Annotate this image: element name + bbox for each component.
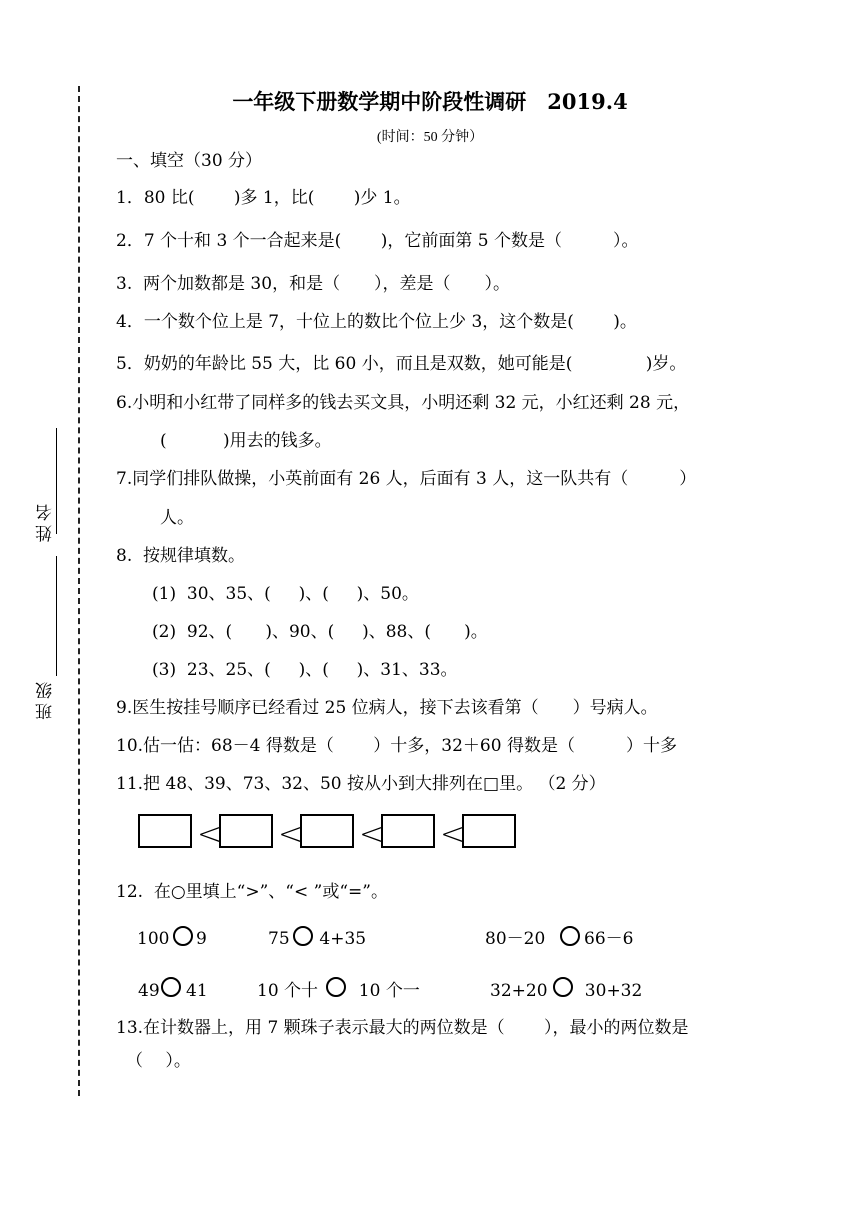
compare-4-left: 49: [138, 981, 160, 1001]
compare-circle-5[interactable]: [326, 977, 346, 997]
question-7-line-1: 7.同学们排队做操，小英前面有 26 人，后面有 3 人，这一队共有（ ）: [116, 469, 697, 489]
less-than-sign: <: [359, 817, 385, 852]
exam-title: 一年级下册数学期中阶段性调研 2019.4: [232, 89, 628, 114]
question-2: 2．7 个十和 3 个一合起来是( )，它前面第 5 个数是（ ）。: [116, 231, 639, 251]
compare-circle-3[interactable]: [560, 926, 580, 946]
question-11: 11.把 48、39、73、32、50 按从小到大排列在□里。 （2 分）: [116, 774, 606, 794]
compare-3-left: 80－20: [485, 929, 551, 949]
compare-3-right: 66－6: [584, 929, 634, 949]
question-4: 4．一个数个位上是 7，十位上的数比个位上少 3，这个数是( )。: [116, 312, 637, 332]
question-7-line-2: 人。: [160, 508, 194, 528]
less-than-sign: <: [197, 817, 223, 852]
answer-box-2[interactable]: [219, 814, 273, 848]
question-8: 8. 按规律填数。: [116, 546, 246, 566]
compare-4-right: 41: [186, 981, 208, 1001]
question-13-line-2: （ ）。: [126, 1051, 191, 1071]
compare-5-left: 10 个十: [257, 981, 319, 1001]
answer-box-4[interactable]: [381, 814, 435, 848]
question-13-line-1: 13.在计数器上，用 7 颗珠子表示最大的两位数是（ ），最小的两位数是: [116, 1018, 689, 1038]
compare-6-right: 30+32: [574, 981, 643, 1001]
question-8-part-2: (2) 92、( )、90、( )、88、( )。: [152, 622, 488, 642]
answer-box-3[interactable]: [300, 814, 354, 848]
compare-6-left: 32+20: [490, 981, 559, 1001]
compare-2-right: 4+35: [314, 929, 367, 949]
compare-circle-4[interactable]: [161, 977, 181, 997]
compare-2-left: 75: [268, 929, 290, 949]
question-1: 1．80 比( )多 1，比( )少 1。: [116, 188, 411, 208]
answer-box-1[interactable]: [138, 814, 192, 848]
question-6-line-1: 6.小明和小红带了同样多的钱去买文具，小明还剩 32 元，小红还剩 28 元，: [116, 393, 691, 413]
question-12: 12. 在○里填上“>”、“< ”或“=”。: [116, 882, 388, 902]
compare-1-left: 100: [137, 929, 170, 949]
compare-1-right: 9: [196, 929, 207, 949]
class-label: 班级: [36, 678, 56, 720]
answer-box-5[interactable]: [462, 814, 516, 848]
compare-circle-1[interactable]: [173, 926, 193, 946]
compare-circle-6[interactable]: [553, 977, 573, 997]
question-3: 3. 两个加数都是 30，和是（ ），差是（ ）。: [116, 274, 511, 294]
question-8-part-3: (3) 23、25、( )、( )、31、33。: [152, 660, 458, 680]
name-label: 姓名: [36, 500, 56, 542]
question-10: 10.估一估：68－4 得数是（ ）十多，32＋60 得数是（ ）十多: [116, 736, 677, 756]
question-6-line-2: ( )用去的钱多。: [160, 431, 332, 451]
name-field-line[interactable]: [56, 428, 57, 534]
binding-dashed-line: [78, 86, 80, 1096]
question-9: 9.医生按挂号顺序已经看过 25 位病人，接下去该看第（ ）号病人。: [116, 698, 658, 718]
question-8-part-1: (1) 30、35、( )、( )、50。: [152, 584, 419, 604]
less-than-sign: <: [440, 817, 466, 852]
question-5: 5．奶奶的年龄比 55 大，比 60 小，而且是双数，她可能是( )岁。: [116, 354, 687, 374]
less-than-sign: <: [278, 817, 304, 852]
compare-circle-2[interactable]: [293, 926, 313, 946]
compare-5-right: 10 个一: [348, 981, 420, 1001]
exam-duration: (时间：50 分钟）: [376, 130, 484, 145]
class-field-line[interactable]: [56, 556, 57, 676]
section-heading: 一、填空（30 分）: [116, 151, 263, 171]
